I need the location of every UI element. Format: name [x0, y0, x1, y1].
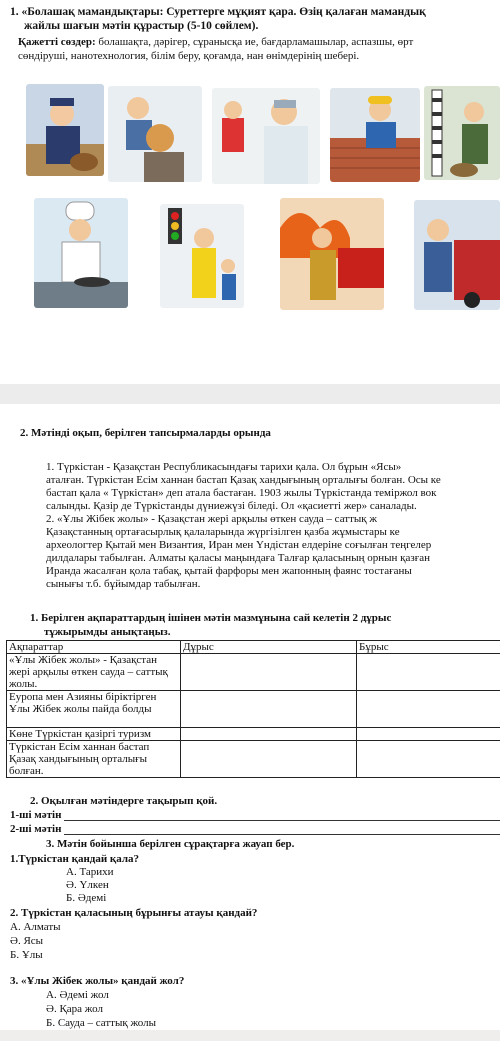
question-2: 2. Түркістан қаласының бұрынғы атауы қандай? [10, 907, 258, 919]
task1-keywords-line1 [18, 36, 500, 49]
false-answer-cell[interactable] [357, 691, 500, 728]
question-1: 1.Түркістан қандай қала? [10, 853, 140, 865]
keywords-text: болашақта, дәрігер, сұранысқа ие, бағдарламашылар, аспазшы, өрт [95, 36, 414, 48]
title-line2-label: 2-ші мәтін [10, 823, 62, 835]
title-line2-field[interactable] [64, 834, 500, 835]
table-row [7, 654, 500, 691]
text2-line4: дилдалары табылған. Алматы қаласы маңындаға Талғар қаласының орнын қазған [46, 552, 430, 564]
task2-heading: 2. Мәтінді оқып, берілген тапсырмаларды орында [20, 427, 271, 439]
col-false-header: Бұрыс [357, 641, 500, 654]
col-info-header: Ақпараттар [7, 641, 181, 654]
true-answer-cell[interactable] [181, 654, 357, 691]
hairdresser-illustration [108, 86, 202, 182]
true-answer-cell[interactable] [181, 741, 357, 778]
page-bottom-band [0, 1030, 500, 1041]
false-answer-cell[interactable] [357, 741, 500, 778]
driver-illustration [414, 200, 500, 310]
text1-line2: аталған. Түркістан Есім ханнан бастап Қазақ хандығының орталығы болған. Осы ке [46, 474, 441, 486]
answer-option[interactable]: Ә. Үлкен [66, 879, 109, 891]
q1-heading-line1: 1. Берілген ақпараттардың ішінен мәтін мазмұнына сай келетін 2 дұрыс [30, 612, 392, 624]
title-line1-field[interactable] [64, 820, 500, 821]
table-row [7, 691, 500, 728]
answer-option[interactable]: А. Әдемі жол [46, 989, 109, 1001]
task1-keywords-line2: сөндіруші, нанотехнология, білім беру, қоғамда, нан өнімдерінің шебері. [18, 50, 360, 62]
traffic-police-illustration [160, 204, 244, 308]
true-answer-cell[interactable] [181, 728, 357, 741]
table-row [7, 741, 500, 778]
false-answer-cell[interactable] [357, 654, 500, 691]
answer-option[interactable]: Ә. Қара жол [46, 1003, 103, 1015]
q3-heading: 3. Мәтін бойынша берілген сұрақтарға жауап бер. [46, 838, 295, 850]
text1-line1: 1. Түркістан - Қазақстан Республикасындағы тарихи қала. Ол бұрын «Ясы» [46, 461, 402, 473]
task1-heading-line2: жайлы шағын мәтін құрастыр (5-10 сөйлем). [24, 20, 259, 32]
statement-cell: Көне Түркістан қазіргі туризм [7, 728, 181, 741]
firefighter-illustration [280, 198, 384, 310]
answer-option[interactable]: А. Тарихи [66, 866, 114, 878]
doctor-illustration [212, 88, 320, 184]
text2-line6: сынығы т.б. бұйымдар табылған. [46, 578, 201, 590]
false-answer-cell[interactable] [357, 728, 500, 741]
col-true-header: Дұрыс [181, 641, 357, 654]
q2-heading: 2. Оқылған мәтіндерге тақырып қой. [30, 795, 218, 807]
statement-cell: «Ұлы Жібек жолы» - Қазақстан жері арқылы өткен сауда – саттық жолы. [7, 654, 181, 691]
border-guard-illustration [424, 86, 500, 180]
statement-cell: Түркістан Есім ханнан бастап Қазақ хандығының орталығы болған. [7, 741, 181, 778]
pilot-illustration [26, 84, 104, 176]
answer-option[interactable]: Ә. Ясы [10, 935, 44, 947]
text2-line2: Қазақстанның ортағасырлық қалаларында жүргізілген қазба жұмыстары ке [46, 526, 400, 538]
table-row [7, 728, 500, 741]
q1-heading-line2: тұжырымды анықтаңыз. [44, 626, 171, 638]
task1-heading-line1: 1. «Болашақ мамандықтары: Суреттерге мұқият қара. Өзің қалаған мамандық [10, 6, 426, 18]
keywords-label: Қажетті сөздер: [18, 36, 96, 48]
answer-option[interactable]: Б. Ұлы [10, 949, 43, 961]
answer-option[interactable]: Б. Әдемі [66, 892, 107, 904]
answer-option[interactable]: Б. Сауда – саттық жолы [46, 1017, 157, 1029]
table-header-row [7, 641, 500, 654]
statement-cell: Еуропа мен Азияны біріктірген Ұлы Жібек жолы пайда болды [7, 691, 181, 728]
text1-line4: салынды. Қазір де Түркістанды дүниежүзі біледі. Ол «қасиетті жер» саналады. [46, 500, 417, 512]
text2-line3: археологтер Қытай мен Византия, Иран мен Үндістан елдеріне соғылған теңгелер [46, 539, 432, 551]
text1-line3: бастап қала « Түркістан» деп атала бастаған. 1903 жылы Түркістанда теміржол вок [46, 487, 437, 499]
builder-illustration [330, 88, 420, 182]
text2-line5: Иранда жасалған қола табақ, қытай фарфоры мен жапонның фаянс тостағаны [46, 565, 412, 577]
section-divider [0, 384, 500, 404]
question-3: 3. «Ұлы Жібек жолы» қандай жол? [10, 975, 185, 987]
text2-line1: 2. «Ұлы Жібек жолы» - Қазақстан жері арқылы өткен сауда – саттық ж [46, 513, 377, 525]
true-answer-cell[interactable] [181, 691, 357, 728]
answer-option[interactable]: А. Алматы [10, 921, 61, 933]
chef-illustration [34, 198, 128, 308]
title-line1-label: 1-ші мәтін [10, 809, 62, 821]
true-false-table [6, 640, 500, 778]
